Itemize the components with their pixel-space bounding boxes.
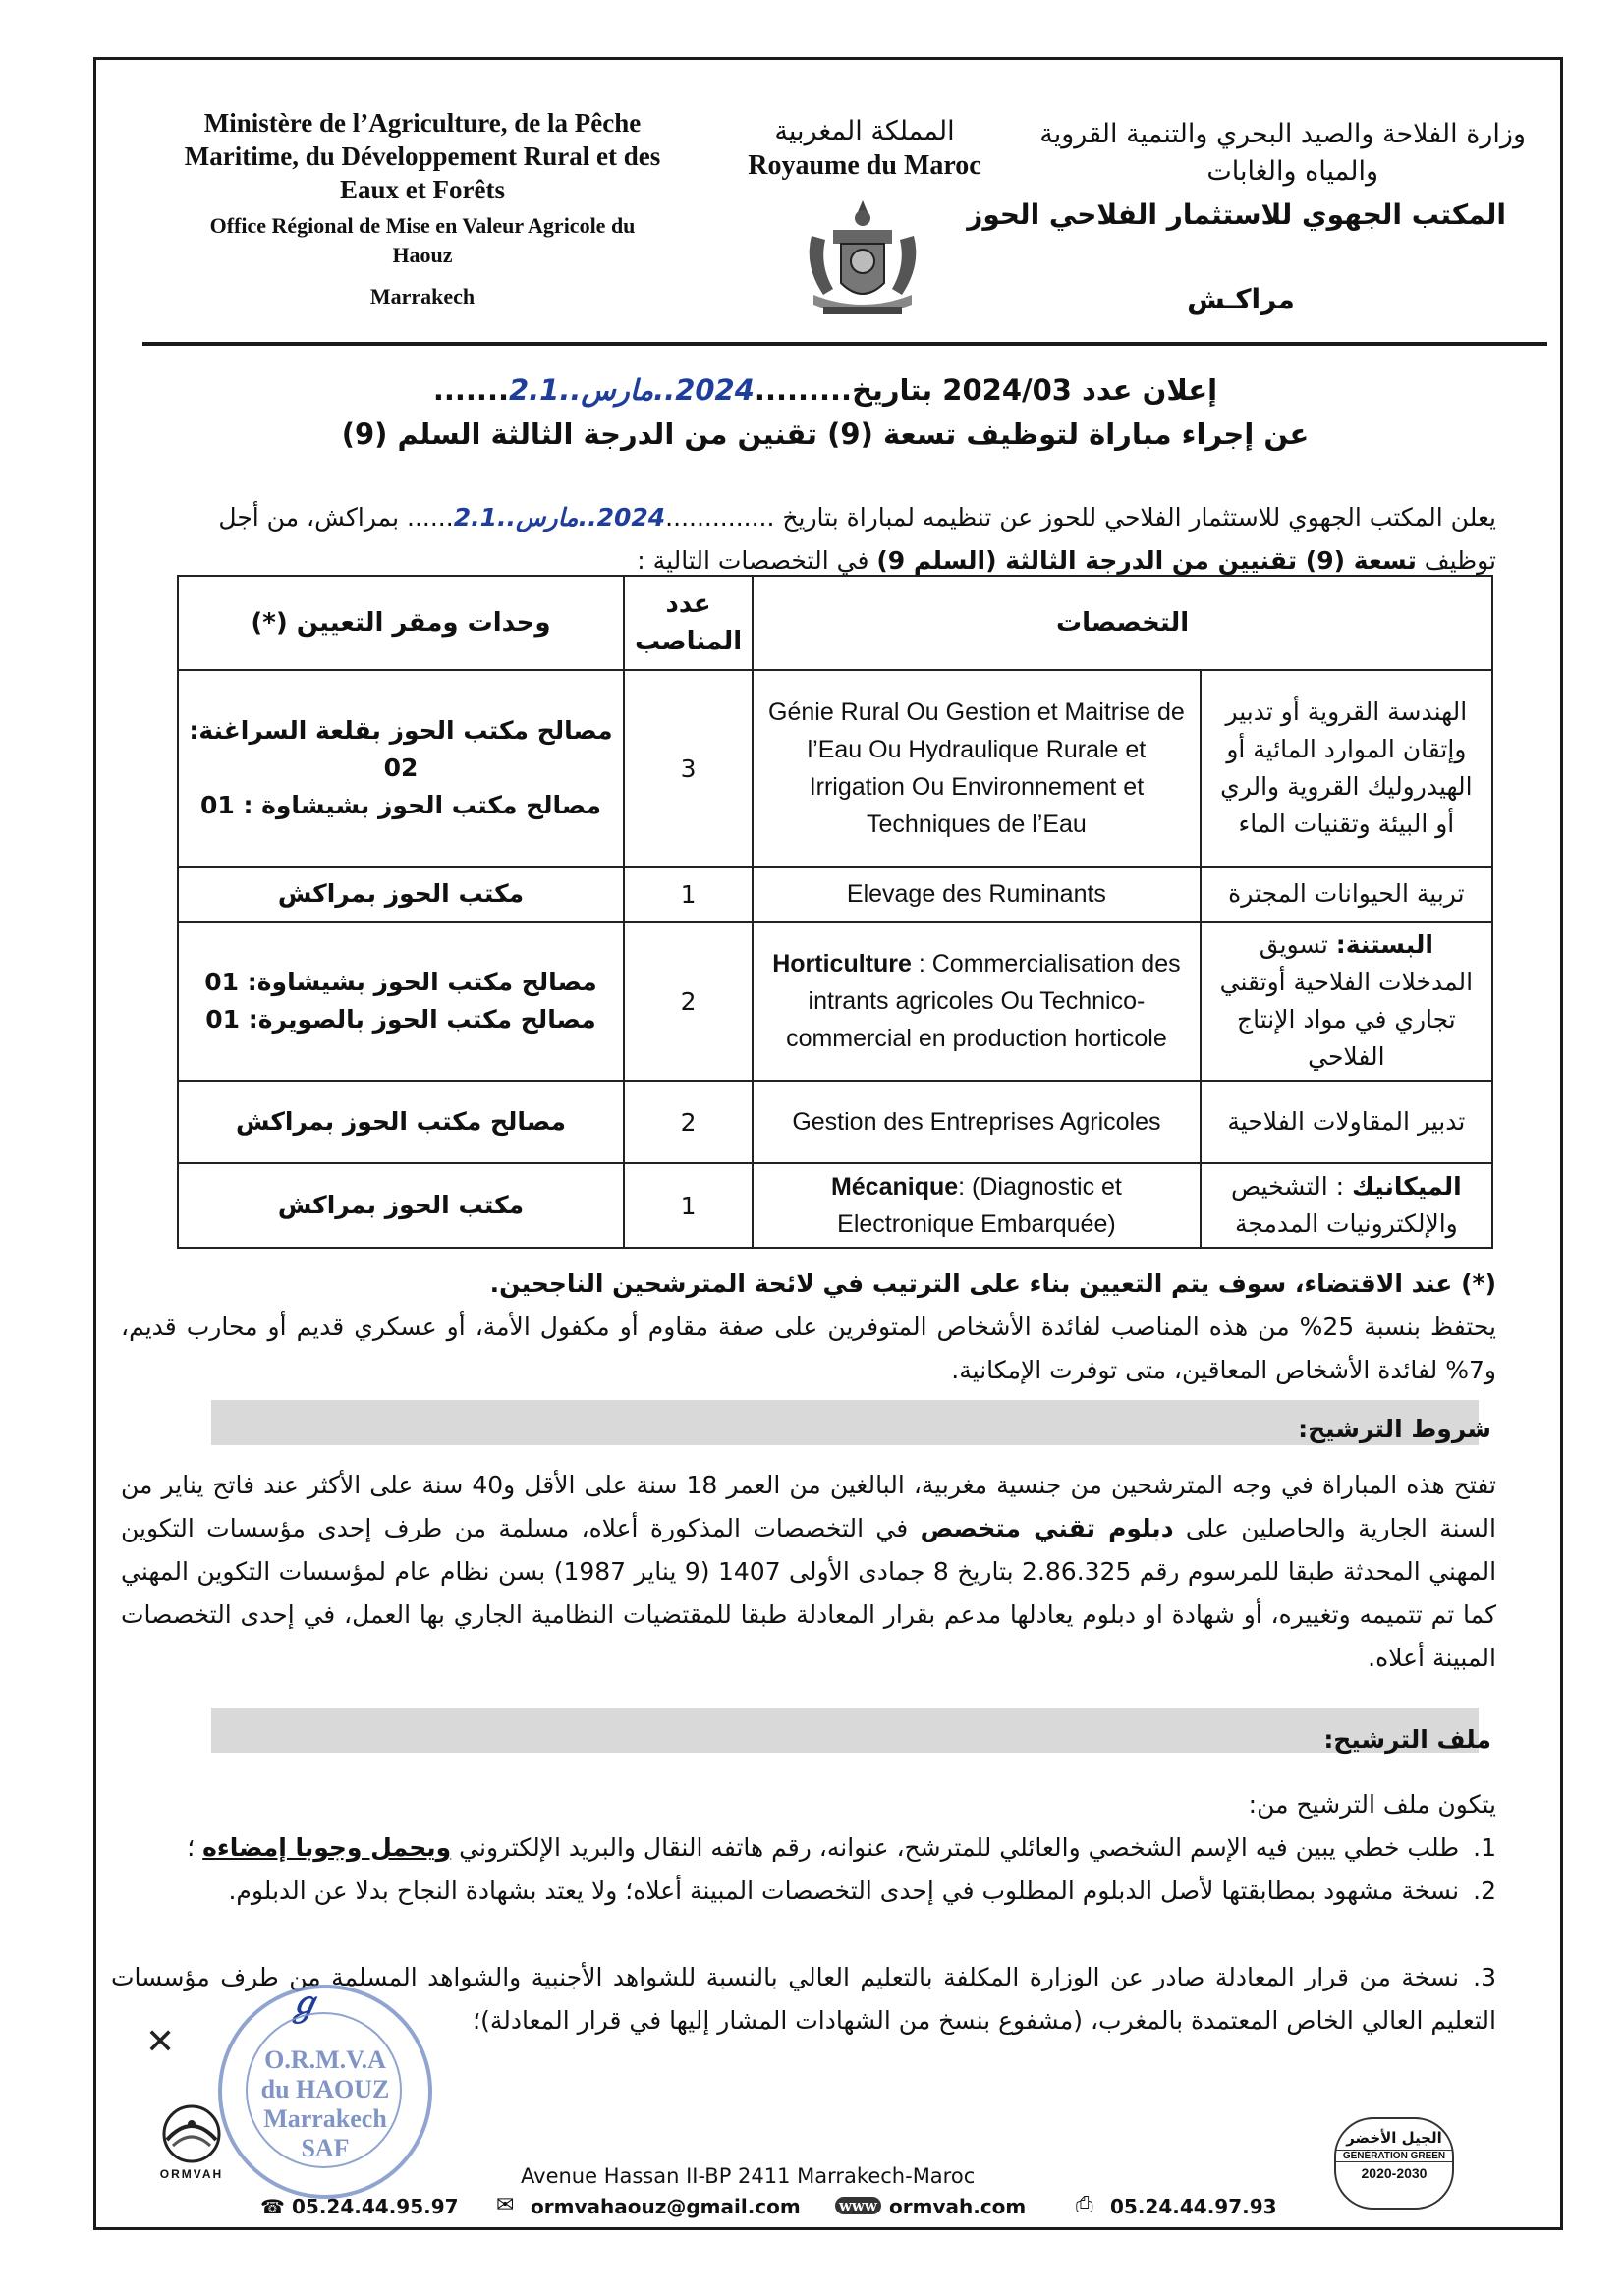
table-row	[178, 670, 1492, 867]
stamp-line4: SAF	[301, 2134, 350, 2162]
header-fr-kingdom: Royaume du Maroc	[748, 150, 981, 181]
specialty-fr-bold: Horticulture	[772, 950, 912, 978]
phone-icon: ☎	[260, 2195, 285, 2218]
header-specialties: التخصصات	[753, 576, 1492, 670]
list-text: نسخة من قرار المعادلة صادر عن الوزارة المكلفة بالتعليم العالي بالنسبة للشواهد الأجنبية والشواهد المسلمة من طرف مؤسسات التعليم العالي الخاص المعتمدة بالمغرب، (مشفوع بنسخ من الشهادات المشار إليها في قرار المعادلة)؛	[111, 1963, 1496, 2035]
units-cell	[178, 1081, 624, 1163]
specialties-table	[177, 575, 1493, 1249]
list-text: طلب خطي يبين فيه الإسم الشخصي والعائلي للمترشح، عنوانه، رقم هاتفه النقال والبريد الإلكتروني	[451, 1833, 1460, 1862]
specialty-ar-bold: البستنة:	[1335, 930, 1433, 959]
list-item	[111, 1826, 1496, 1870]
header-count: عدد المناصب	[624, 576, 753, 670]
count-cell: 1	[624, 1163, 753, 1248]
unit-line: مكتب الحوز بمراكش	[277, 879, 525, 908]
footer-phone1: 05.24.44.95.97	[292, 2195, 459, 2218]
conditions-text-bold: دبلوم تقني متخصص	[920, 1514, 1174, 1542]
conditions-text	[121, 1464, 1496, 1680]
specialty-ar-cell: الهندسة القروية أو تدبير وإتقان الموارد المائية أو الهيدروليك القروية والري أو البيئة وتقنيات الماء	[1201, 670, 1492, 867]
specialty-ar-cell	[1201, 1163, 1492, 1248]
specialty-ar-text: تسويق المدخلات الفلاحية أوتقني تجاري في مواد الإنتاج الفلاحي	[1219, 930, 1474, 1071]
file-title: ملف الترشيح:	[1323, 1725, 1491, 1754]
list-bold: ويحمل وجوبا إمضاءه	[202, 1833, 452, 1862]
web-icon: www	[835, 2197, 881, 2214]
specialty-ar-text: : التشخيص والإلكترونيات المدمجة	[1230, 1172, 1458, 1238]
header-fr-office	[157, 211, 688, 311]
stamp-line3: Marrakech	[263, 2104, 387, 2133]
fr-ministry-line3: Eaux et Forêts	[340, 175, 505, 204]
count-cell: 1	[624, 867, 753, 922]
footer-contacts	[260, 2193, 1528, 2224]
footer-website: ormvah.com	[889, 2195, 1027, 2218]
green-years-text: 2020-2030	[1361, 2165, 1428, 2181]
header-ar-ministry	[976, 116, 1526, 191]
header-ar-city: مراكـش	[1187, 283, 1295, 315]
ar-ministry-line2: والمياه والغابات	[1206, 156, 1378, 187]
header-ar-office: المكتب الجهوي للاستثمار الفلاحي الحوز	[967, 198, 1506, 231]
fr-ministry-line1: Ministère de l’Agriculture, de la Pêche	[203, 108, 642, 138]
file-intro: يتكون ملف الترشيح من:	[1248, 1790, 1496, 1819]
ormvah-logo-text: ORMVAH	[159, 2167, 224, 2181]
header-fr-ministry	[157, 106, 688, 206]
count-cell: 3	[624, 670, 753, 867]
star-note: (*) عند الاقتضاء، سوف يتم التعيين بناء على الترتيب في لائحة المترشحين الناجحين.	[489, 1269, 1496, 1298]
specialty-fr-cell: Génie Rural Ou Gestion et Maitrise de l’Eau Ou Hydraulique Rurale et Irrigation Ou Environnement et Techniques de l’Eau	[753, 670, 1201, 867]
table-row	[178, 1163, 1492, 1248]
specialty-fr-text: : Commercialisation des intrants agricoles Ou Technico-commercial en production horticole	[786, 950, 1181, 1052]
list-tail: ؛	[187, 1833, 203, 1862]
units-cell	[178, 867, 624, 922]
conditions-band	[211, 1400, 1479, 1445]
ar-ministry-line1: وزارة الفلاحة والصيد البحري والتنمية القروية	[1039, 119, 1526, 149]
unit-line: مصالح مكتب الحوز بشيشاوة : 01	[199, 791, 602, 819]
intro-l2-b: في التخصصات التالية :	[637, 546, 877, 575]
generation-green-badge	[1334, 2117, 1454, 2210]
signature-mark: ℊ	[287, 1985, 320, 2024]
stamp-line1: O.R.M.V.A	[264, 2045, 386, 2074]
email-icon: ✉	[496, 2193, 515, 2217]
announcement-title-line1	[295, 373, 1356, 407]
fr-ministry-line2: Maritime, du Développement Rural et des	[184, 141, 661, 171]
coat-of-arms-icon	[794, 196, 931, 324]
list-item	[111, 1870, 1496, 1913]
units-cell	[178, 670, 624, 867]
conditions-text-a: تفتح هذه المباراة في وجه المترشحين من جنسية مغربية، البالغين من العمر 18 سنة على الأقل و40 سنة على الأكثر عند فاتح يناير من السنة الجارية والحاصلين على	[121, 1471, 1496, 1542]
unit-line: مصالح مكتب الحوز بشيشاوة: 01	[204, 968, 597, 996]
units-cell	[178, 1163, 624, 1248]
fr-office-line2: Haouz	[392, 243, 453, 267]
count-cell: 2	[624, 922, 753, 1081]
table-row	[178, 922, 1492, 1081]
header-units: وحدات ومقر التعيين (*)	[178, 576, 624, 670]
units-cell	[178, 922, 624, 1081]
unit-line: مصالح مكتب الحوز بمراكش	[236, 1107, 566, 1136]
fr-office-line1: Office Régional de Mise en Valeur Agricole du	[209, 213, 636, 238]
table-header-row	[178, 576, 1492, 670]
fr-city: Marrakech	[369, 284, 476, 308]
stamp-line2: du HAOUZ	[260, 2075, 390, 2103]
specialty-fr-cell: Elevage des Ruminants	[753, 867, 1201, 922]
intro-l2-bold: تسعة (9) تقنيين من الدرجة الثالثة (السلم 9)	[876, 546, 1417, 575]
specialty-fr-cell	[753, 922, 1201, 1081]
table-row	[178, 1081, 1492, 1163]
ormvah-logo-icon	[138, 2102, 246, 2163]
count-cell: 2	[624, 1081, 753, 1163]
intro-part2: ...... بمراكش، من أجل	[218, 503, 454, 532]
quota-note: يحتفظ بنسبة 25% من هذه المناصب لفائدة الأشخاص المتوفرين على صفة مقاوم أو مكفول الأمة، أو عسكري قديم أو محارب قديم، و7% لفائدة الأشخاص المعاقين، متى توفرت الإمكانية.	[121, 1313, 1496, 1384]
file-band	[211, 1708, 1479, 1753]
conditions-title: شروط الترشيح:	[1298, 1415, 1491, 1443]
intro-l2-a: توظيف	[1416, 546, 1496, 575]
handwritten-date-intro: 2024..مارس..2.1	[453, 503, 666, 532]
initials-mark: ✕	[145, 2022, 176, 2062]
green-fr-text: GÉNÉRATION GREEN	[1336, 2150, 1452, 2162]
specialty-ar-cell: تدبير المقاولات الفلاحية	[1201, 1081, 1492, 1163]
announcement-title-line2: عن إجراء مباراة لتوظيف تسعة (9) تقنين من الدرجة الثالثة السلم (9)	[341, 418, 1310, 451]
specialty-fr-cell	[753, 1163, 1201, 1248]
green-ar-text: الجيل الأخضر	[1346, 2129, 1442, 2147]
header-divider	[142, 342, 1547, 346]
handwritten-date-title: 2024..مارس..2.1	[508, 373, 755, 407]
footer-address: Avenue Hassan II-BP 2411 Marrakech-Maroc	[521, 2164, 976, 2188]
title-prefix: إعلان عدد 2024/03 بتاريخ.........	[754, 373, 1218, 407]
specialty-fr-text: : (Diagnostic et Electronique Embarquée)	[837, 1173, 1122, 1238]
specialty-fr-cell: Gestion des Entreprises Agricoles	[753, 1081, 1201, 1163]
list-number: 2.	[1473, 1876, 1496, 1905]
list-text: نسخة مشهود بمطابقتها لأصل الدبلوم المطلوب في إحدى التخصصات المبينة أعلاه؛ ولا يعتد بشهادة النجاح بدلا عن الدبلوم.	[228, 1876, 1460, 1905]
unit-line: مكتب الحوز بمراكش	[277, 1191, 525, 1219]
office-stamp	[218, 1985, 432, 2199]
footer-phone2: 05.24.44.97.93	[1110, 2195, 1277, 2218]
list-number: 3.	[1473, 1963, 1496, 1991]
specialty-ar-bold: الميكانيك	[1352, 1172, 1462, 1201]
header-ar-kingdom: المملكة المغربية	[774, 116, 955, 146]
ormvah-logo	[138, 2102, 246, 2181]
specialty-fr-bold: Mécanique	[830, 1173, 959, 1201]
intro-line1	[121, 496, 1496, 539]
conditions-text-b: في التخصصات المذكورة أعلاه، مسلمة من طرف إحدى مؤسسات التكوين المهني المحدثة طبقا للمرسوم رقم 2.86.325 بتاريخ 8 جمادى الأولى 1407 (9 يناير 1987) بسن نظام عام لمؤسسات التكوين المهني كما تم تتميمه وتغييره، أو شهادة او دبلوم يعادلها مدعم بقرار المعادلة طبقا للمقتضيات النظامية الجاري بها العمل، في إحدى التخصصات المبينة أعلاه.	[121, 1514, 1497, 1672]
title-suffix: .......	[432, 373, 509, 407]
footer-email: ormvahaouz@gmail.com	[531, 2195, 801, 2218]
fax-icon: ⎙	[1076, 2193, 1093, 2217]
table-row	[178, 867, 1492, 922]
unit-line: مصالح مكتب الحوز بالصويرة: 01	[205, 1005, 596, 1034]
specialty-ar-cell	[1201, 922, 1492, 1081]
intro-part1: يعلن المكتب الجهوي للاستثمار الفلاحي للحوز عن تنظيمه لمباراة بتاريخ ..............	[665, 503, 1496, 532]
list-number: 1.	[1473, 1833, 1496, 1862]
unit-line: مصالح مكتب الحوز بقلعة السراغنة: 02	[189, 716, 613, 782]
specialty-ar-cell: تربية الحيوانات المجترة	[1201, 867, 1492, 922]
